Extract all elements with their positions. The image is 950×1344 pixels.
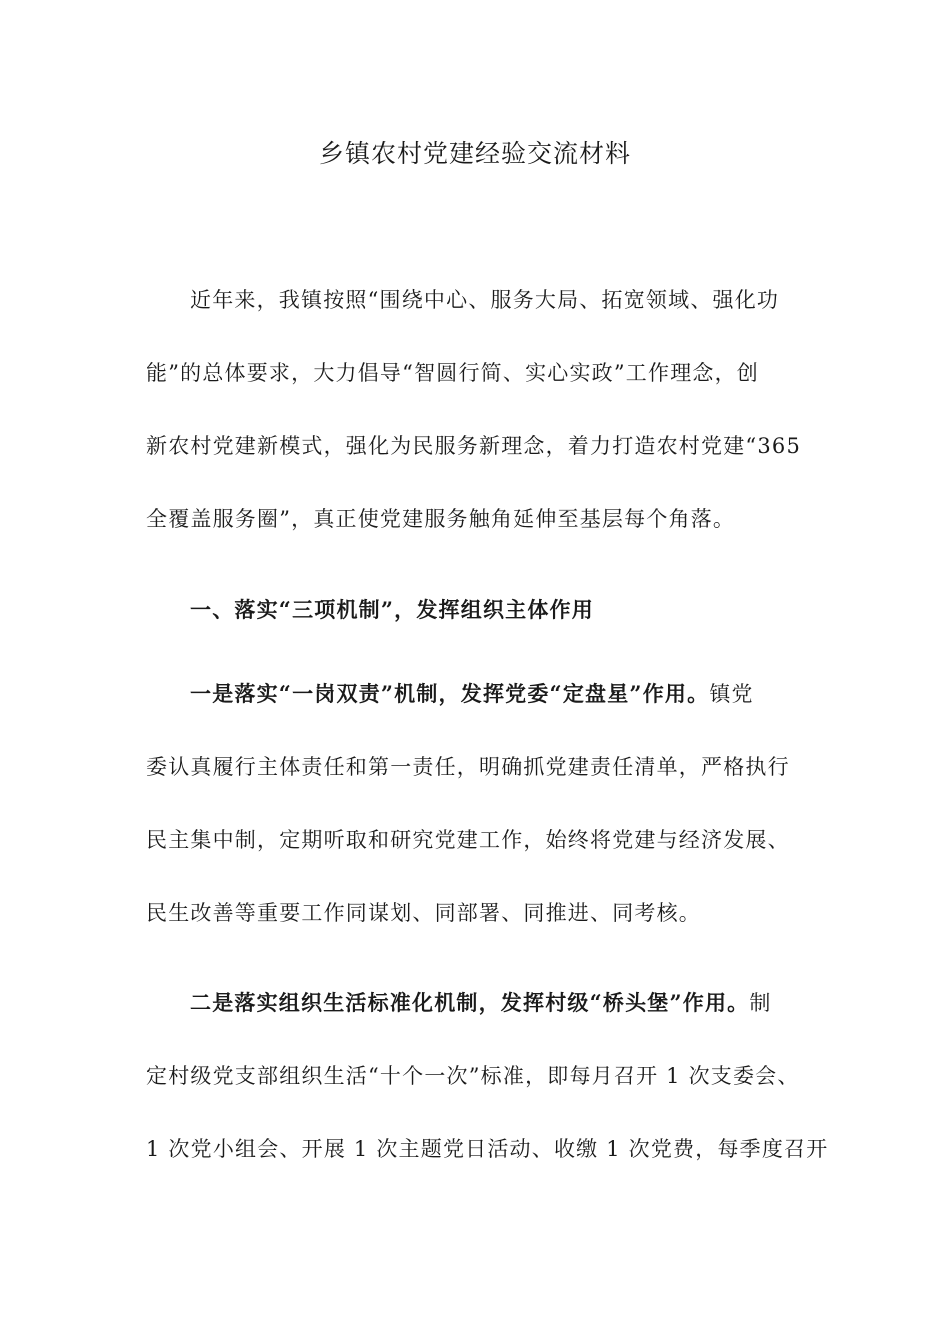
point-one-line: 民生改善等重要工作同谋划、同部署、同推进、同考核。 <box>146 901 701 925</box>
point-two-line: 定村级党支部组织生活“十个一次”标准，即每月召开 1 次支委会、 <box>146 1064 800 1088</box>
point-one-line: 民主集中制，定期听取和研究党建工作，始终将党建与经济发展、 <box>146 828 790 852</box>
point-one-paragraph <box>146 657 806 950</box>
intro-line: 近年来，我镇按照“围绕中心、服务大局、拓宽领域、强化功 <box>190 288 780 312</box>
point-two-rest: 制 <box>749 991 772 1015</box>
point-one-line: 委认真履行主体责任和第一责任，明确抓党建责任清单，严格执行 <box>146 755 790 779</box>
intro-paragraph <box>146 264 806 556</box>
intro-line: 能”的总体要求，大力倡导“智圆行简、实心实政”工作理念，创 <box>146 361 760 385</box>
point-one-lead: 一是落实“一岗双责”机制，发挥党委“定盘星”作用。 <box>190 681 710 706</box>
point-one-rest: 镇党 <box>709 682 754 706</box>
intro-line: 新农村党建新模式，强化为民服务新理念，着力打造农村党建“365 <box>146 434 802 458</box>
section-heading-text: 一、落实“三项机制”，发挥组织主体作用 <box>190 597 594 622</box>
section-heading <box>146 573 806 646</box>
point-two-first-line <box>146 966 806 1040</box>
point-two-paragraph <box>146 966 829 1186</box>
document-title: 乡镇农村党建经验交流材料 <box>318 139 631 168</box>
point-two-lead: 二是落实组织生活标准化机制，发挥村级“桥头堡”作用。 <box>190 990 750 1015</box>
point-two-line: 1 次党小组会、开展 1 次主题党日活动、收缴 1 次党费，每季度召开 <box>146 1137 829 1161</box>
point-one-first-line <box>146 657 806 731</box>
intro-line: 全覆盖服务圈”，真正使党建服务触角延伸至基层每个角落。 <box>146 507 736 531</box>
